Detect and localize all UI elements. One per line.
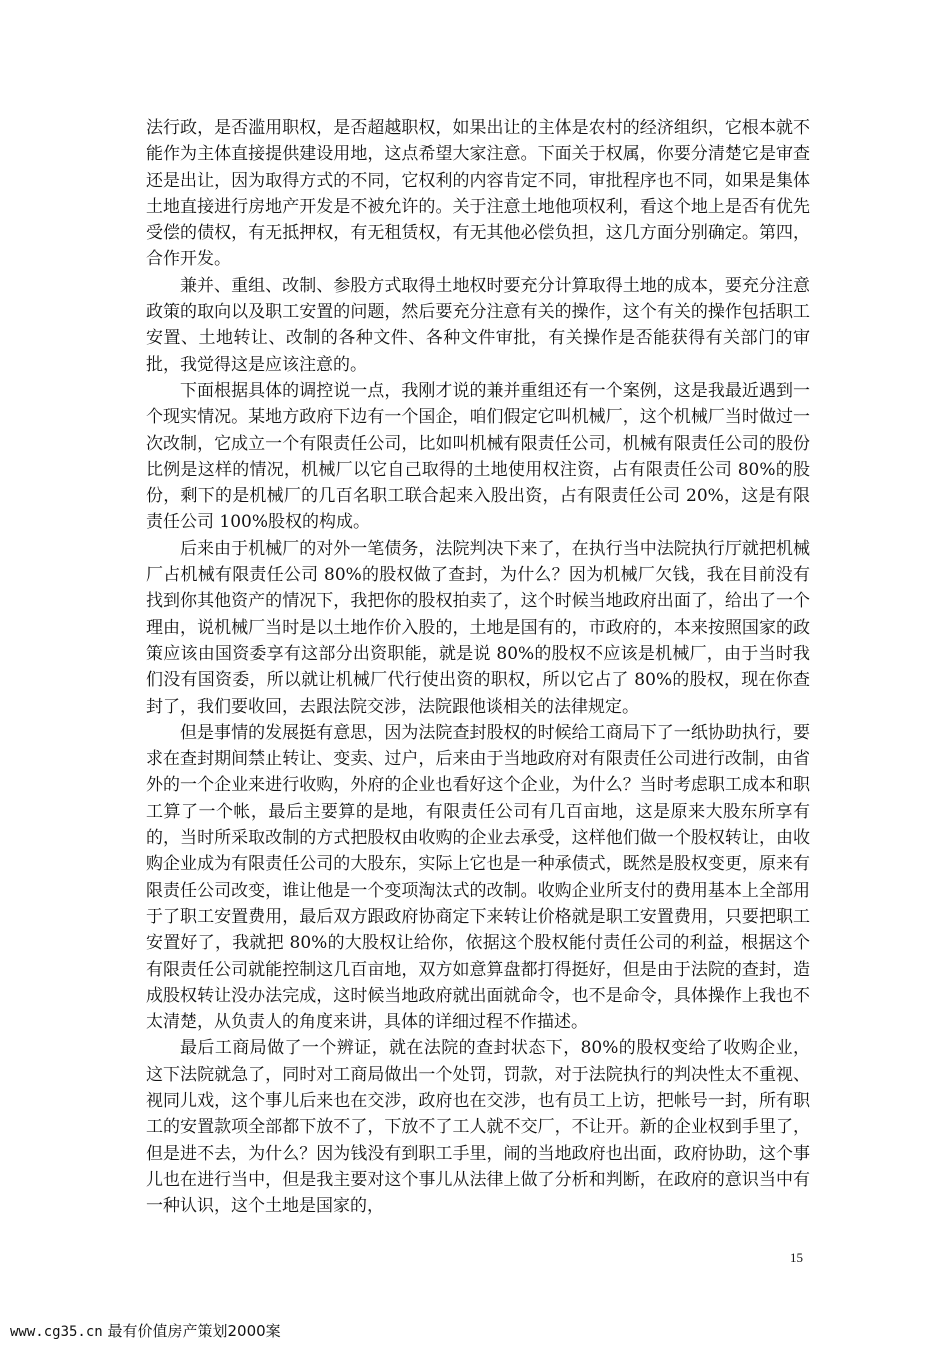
footer-text: 最有价值房产策划2000案 xyxy=(107,1322,281,1340)
paragraph: 但是事情的发展挺有意思，因为法院查封股权的时候给工商局下了一纸协助执行，要求在查封期间禁止转让、变卖、过户，后来由于当地政府对有限责任公司进行改制，由省外的一个企业来进行收购，外府的企业也看好这个企业，为什么？当时考虑职工成本和职工算了一个帐，最后主要算的是地，有限责任公司有几百亩地，这是原来大股东所享有的，当时所采取改制的方式把股权由收购的企业去承受，这样他们做一个股权转让，由收购企业成为有限责任公司的大股东，实际上它也是一种承债式，既然是股权变更，原来有限责任公司改变，谁让他是一个变项淘汰式的改制。收购企业所支付的费用基本上全部用于了职工安置费用，最后双方跟政府协商定下来转让价格就是职工安置费用，只要把职工安置好了，我就把 80%的大股权让给你，依据这个股权能付责任公司的利益，根据这个有限责任公司就能控制这几百亩地，双方如意算盘都打得挺好，但是由于法院的查封，造成股权转让没办法完成，这时候当地政府就出面就命令，也不是命令，具体操作上我也不太清楚，从负责人的角度来讲，具体的详细过程不作描述。 xyxy=(146,722,810,1033)
paragraph: 法行政，是否滥用职权，是否超越职权，如果出让的主体是农村的经济组织，它根本就不能作为主体直接提供建设用地，这点希望大家注意。下面关于权属，你要分清楚它是审查还是出让，因为取得方式的不同，它权利的内容肯定不同，审批程序也不同，如果是集体土地直接进行房地产开发是不被允许的。关于注意土地他项权利，看这个地上是否有优先受偿的债权，有无抵押权，有无租赁权，有无其他必偿负担，这几方面分别确定。第四，合作开发。 xyxy=(146,118,810,270)
footer-url[interactable]: www.cg35.cn xyxy=(10,1324,103,1340)
paragraph: 下面根据具体的调控说一点，我刚才说的兼并重组还有一个案例，这是我最近遇到一个现实情况。某地方政府下边有一个国企，咱们假定它叫机械厂，这个机械厂当时做过一次改制，它成立一个有限责任公司，比如叫机械有限责任公司，机械有限责任公司的股份比例是这样的情况，机械厂以它自己取得的土地使用权注资，占有限责任公司 80%的股份，剩下的是机械厂的几百名职工联合起来入股出资，占有限责任公司 20%，这是有限责任公司 100%股权的构成。 xyxy=(146,380,810,533)
page-body xyxy=(146,115,810,1219)
paragraph: 后来由于机械厂的对外一笔债务，法院判决下来了，在执行当中法院执行厅就把机械厂占机械有限责任公司 80%的股权做了查封，为什么？因为机械厂欠钱，我在目前没有找到你其他资产的情况下，我把你的股权拍卖了，这个时候当地政府出面了，给出了一个理由，说机械厂当时是以土地作价入股的，土地是国有的，市政府的，本来按照国家的政策应该由国资委享有这部分出资职能，就是说 80%的股权不应该是机械厂，由于当时我们没有国资委，所以就让机械厂代行使出资的职权，所以它占了 80%的股权，现在你查封了，我们要收回，去跟法院交涉，法院跟他谈相关的法律规定。 xyxy=(146,538,810,717)
paragraph: 最后工商局做了一个辨证，就在法院的查封状态下，80%的股权变给了收购企业，这下法院就急了，同时对工商局做出一个处罚，罚款，对于法院执行的判决性太不重视、视同儿戏，这个事儿后来也在交涉，政府也在交涉，也有员工上访，把帐号一封，所有职工的安置款项全部都下放不了，下放不了工人就不交厂，不让开。新的企业权到手里了，但是进不去，为什么？因为钱没有到职工手里，闹的当地政府也出面，政府协助，这个事儿也在进行当中，但是我主要对这个事儿从法律上做了分析和判断，在政府的意识当中有一种认识，这个土地是国家的， xyxy=(146,1038,810,1217)
footer xyxy=(10,1320,281,1341)
paragraph: 兼并、重组、改制、参股方式取得土地权时要充分计算取得土地的成本，要充分注意政策的取向以及职工安置的问题，然后要充分注意有关的操作，这个有关的操作包括职工安置、土地转让、改制的各种文件、各种文件审批，有关操作是否能获得有关部门的审批，我觉得这是应该注意的。 xyxy=(146,275,810,375)
page-number: 15 xyxy=(790,1250,803,1265)
